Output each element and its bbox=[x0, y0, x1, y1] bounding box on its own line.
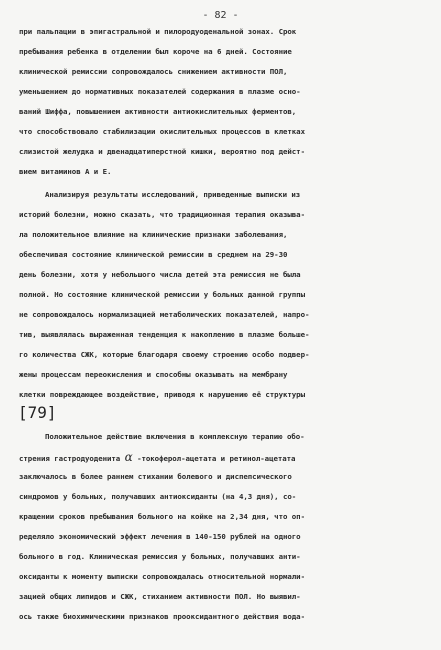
text-line: жены процессам переокисления и способны оказывать на мембрану bbox=[19, 370, 288, 379]
text-line: клетки повреждающее воздействие, приводя к нарушению её структуры bbox=[19, 390, 305, 399]
text-line: историй болезни, можно сказать, что традиционная терапия оказыва- bbox=[19, 210, 305, 219]
text-line: Анализируя результаты исследований, приведенные выписки из bbox=[45, 190, 301, 199]
text-fragment: стрения гастродуоденита bbox=[19, 454, 121, 463]
text-line: клинической ремиссии сопровождалось снижением активности ПОЛ, bbox=[19, 67, 288, 76]
text-line: пребывания ребенка в отделении был короче на 6 дней. Состояние bbox=[19, 47, 292, 56]
text-line: го количества СЖК, которые благодаря своему строению особо подвер- bbox=[19, 350, 310, 359]
text-line: что способствовало стабилизации окислительных процессов в клетках bbox=[19, 127, 305, 136]
text-line: кращении сроков пребывания больного на койке на 2,34 дня, что оп- bbox=[19, 512, 305, 521]
text-line: Положительное действие включения в комплексную терапию обо- bbox=[45, 432, 305, 441]
text-line: зацией общих липидов и СЖК, стиханием активности ПОЛ. Но выявил- bbox=[19, 592, 301, 601]
text-line bbox=[19, 452, 295, 464]
text-line: ределяло экономический эффект лечения в 140-150 рублей на одного bbox=[19, 532, 301, 541]
text-line: заключалось в более раннем стихании болевого и диспепсического bbox=[19, 472, 292, 481]
text-fragment: -токоферол-ацетата и ретинол-ацетата bbox=[137, 454, 296, 463]
text-line: слизистой желудка и двенадцатиперстной кишки, вероятно под дейст- bbox=[19, 147, 305, 156]
text-line: не сопровождалось нормализацией метаболических показателей, напро- bbox=[19, 310, 310, 319]
text-line: больного в год. Клиническая ремиссия у больных, получавших анти- bbox=[19, 552, 301, 561]
text-line: синдромов у больных, получавших антиоксиданты (на 4,3 дня), со- bbox=[19, 492, 297, 501]
text-line: ось также биохимическими признаков прооксидантного действия вода- bbox=[19, 612, 305, 621]
text-line: оксиданты к моменту выписки сопровождалась относительной нормали- bbox=[19, 572, 305, 581]
text-line: уменьшением до нормативных показателей содержания в плазме осно- bbox=[19, 87, 301, 96]
text-line: полной. Но состояние клинической ремиссии у больных данной группы bbox=[19, 290, 305, 299]
reference-number: 79 bbox=[27, 403, 47, 422]
reference-citation: [79] bbox=[18, 403, 57, 422]
text-line: при пальпации в эпигастральной и пилородуоденальной зонах. Срок bbox=[19, 27, 297, 36]
text-line: ваний Шиффа, повышением активности антиокислительных ферментов, bbox=[19, 107, 297, 116]
text-line: вием витаминов А и Е. bbox=[19, 167, 112, 176]
page-number: - 82 - bbox=[202, 10, 239, 21]
alpha-symbol: α bbox=[124, 450, 133, 464]
text-line: ла положительное влияние на клинические признаки заболевания, bbox=[19, 230, 288, 239]
text-line: тив, выявлялась выраженная тенденция к накоплению в плазме больше- bbox=[19, 330, 310, 339]
text-line: день болезни, хотя у небольшого числа детей эта ремиссия не была bbox=[19, 270, 301, 279]
text-line: обеспечивая состояние клинической ремиссии в среднем на 29-30 bbox=[19, 250, 288, 259]
